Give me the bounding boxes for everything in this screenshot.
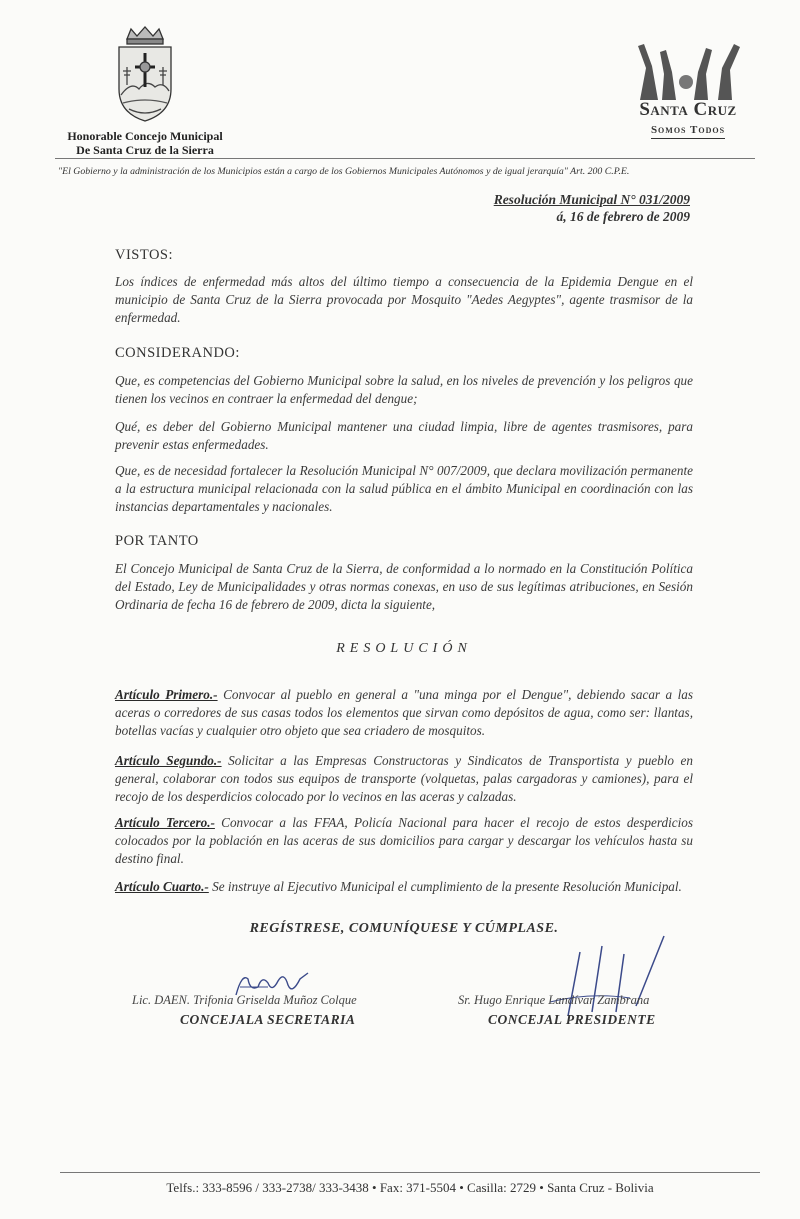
vistos-heading: VISTOS: — [115, 247, 174, 263]
article-1 — [115, 686, 693, 740]
article-1-label: Artículo Primero.- — [115, 687, 218, 702]
article-4-text: Se instruye al Ejecutivo Municipal el cumplimiento de la presente Resolución Municipal. — [212, 879, 682, 894]
article-2 — [115, 752, 693, 806]
resolution-date: á, 16 de febrero de 2009 — [556, 209, 690, 224]
article-3 — [115, 814, 693, 868]
considerando-paragraph-2: Qué, es deber del Gobierno Municipal mantener una ciudad limpia, libre de agentes trasmisores, para prevenir estas enfermedades. — [115, 419, 693, 452]
footer-divider — [60, 1172, 760, 1173]
considerando-heading: CONSIDERANDO: — [115, 345, 240, 361]
council-name-line1: Honorable Concejo Municipal — [67, 129, 223, 143]
constitution-quote: "El Gobierno y la administración de los Municipios están a cargo de los Gobiernos Municipales Autónomos y de igual jerarquía" Art. 200 C.P.E. — [58, 166, 630, 177]
resolucion-heading: RESOLUCIÓN — [336, 641, 472, 656]
footer-contact: Telfs.: 333-8596 / 333-2738/ 333-3438 • Fax: 371-5504 • Casilla: 2729 • Santa Cruz - Bolivia — [166, 1180, 654, 1195]
raised-hands-logo-icon — [628, 38, 748, 100]
council-name-line2: De Santa Cruz de la Sierra — [76, 143, 214, 157]
article-3-text: Convocar a las FFAA, Policía Nacional para hacer el recojo de estos desperdicios colocados por la población en las aceras de sus domicilios para cargar y descargar los vehículos hasta su destino final. — [115, 815, 694, 866]
por-tanto-heading: POR TANTO — [115, 533, 199, 549]
considerando-paragraph-1: Que, es competencias del Gobierno Municipal sobre la salud, en los niveles de prevención y los peligros que tienen los vecinos en contraer la enfermedad del dengue; — [115, 373, 693, 406]
president-name: Sr. Hugo Enrique Landívar Zambrana — [458, 993, 650, 1007]
article-4-label: Artículo Cuarto.- — [115, 879, 209, 894]
article-2-label: Artículo Segundo.- — [115, 753, 222, 768]
closing-statement: REGÍSTRESE, COMUNÍQUESE Y CÚMPLASE. — [249, 921, 559, 936]
article-1-text: Convocar al pueblo en general a "una minga por el Dengue", debiendo sacar a las aceras o corredores de sus casas todos los elementos que sirvan como depósitos de agua, como ser: llantas, botellas vacías y cualquier otro objeto que sea criadero de mosquitos. — [115, 687, 694, 738]
president-signature-icon — [540, 932, 670, 1022]
resolution-header — [494, 191, 690, 225]
logo-subtitle: Somos Todos — [651, 124, 725, 139]
considerando-paragraph-3: Que, es de necesidad fortalecer la Resolución Municipal N° 007/2009, que declara movilización permanente a la estructura municipal relacionada con la salud pública en el ámbito Municipal en coordinación con las instancias departamentales y nacionales. — [115, 463, 693, 514]
article-3-label: Artículo Tercero.- — [115, 815, 215, 830]
council-header — [40, 25, 250, 157]
article-4 — [115, 878, 693, 896]
secretary-name: Lic. DAEN. Trifonia Griselda Muñoz Colque — [132, 993, 357, 1007]
signature-secretary — [132, 993, 357, 1008]
signature-president — [458, 993, 649, 1008]
coat-of-arms-icon — [109, 25, 181, 125]
por-tanto-text: El Concejo Municipal de Santa Cruz de la Sierra, de conformidad a lo normado en la Constitución Política del Estado, Ley de Municipalidades y otras normas conexas, en uso de sus legítimas atribuciones, en Sesión Ordinaria de fecha 16 de febrero de 2009, dicta la siguiente, — [115, 561, 693, 612]
logo-title: Santa Cruz — [639, 99, 737, 120]
secretary-title: CONCEJALA SECRETARIA — [180, 1012, 356, 1027]
vistos-text: Los índices de enfermedad más altos del último tiempo a consecuencia de la Epidemia Dengue en el municipio de Santa Cruz de la Sierra provocada por Mosquito "Aedes Aegyptes", agente trasmisor de la enfermedad. — [115, 274, 693, 325]
article-2-text: Solicitar a las Empresas Constructoras y Sindicatos de Transportista y pueblo en general, colaborar con todos sus equipos de transporte (volquetas, palas cargadoras y camiones), para el recojo de los desperdicios colocado por lo vecinos en las aceras y calzadas. — [115, 753, 693, 804]
santa-cruz-logo — [618, 38, 758, 139]
president-title: CONCEJAL PRESIDENTE — [488, 1012, 656, 1027]
resolution-number: Resolución Municipal N° 031/2009 — [493, 192, 690, 207]
header-divider — [55, 158, 755, 159]
